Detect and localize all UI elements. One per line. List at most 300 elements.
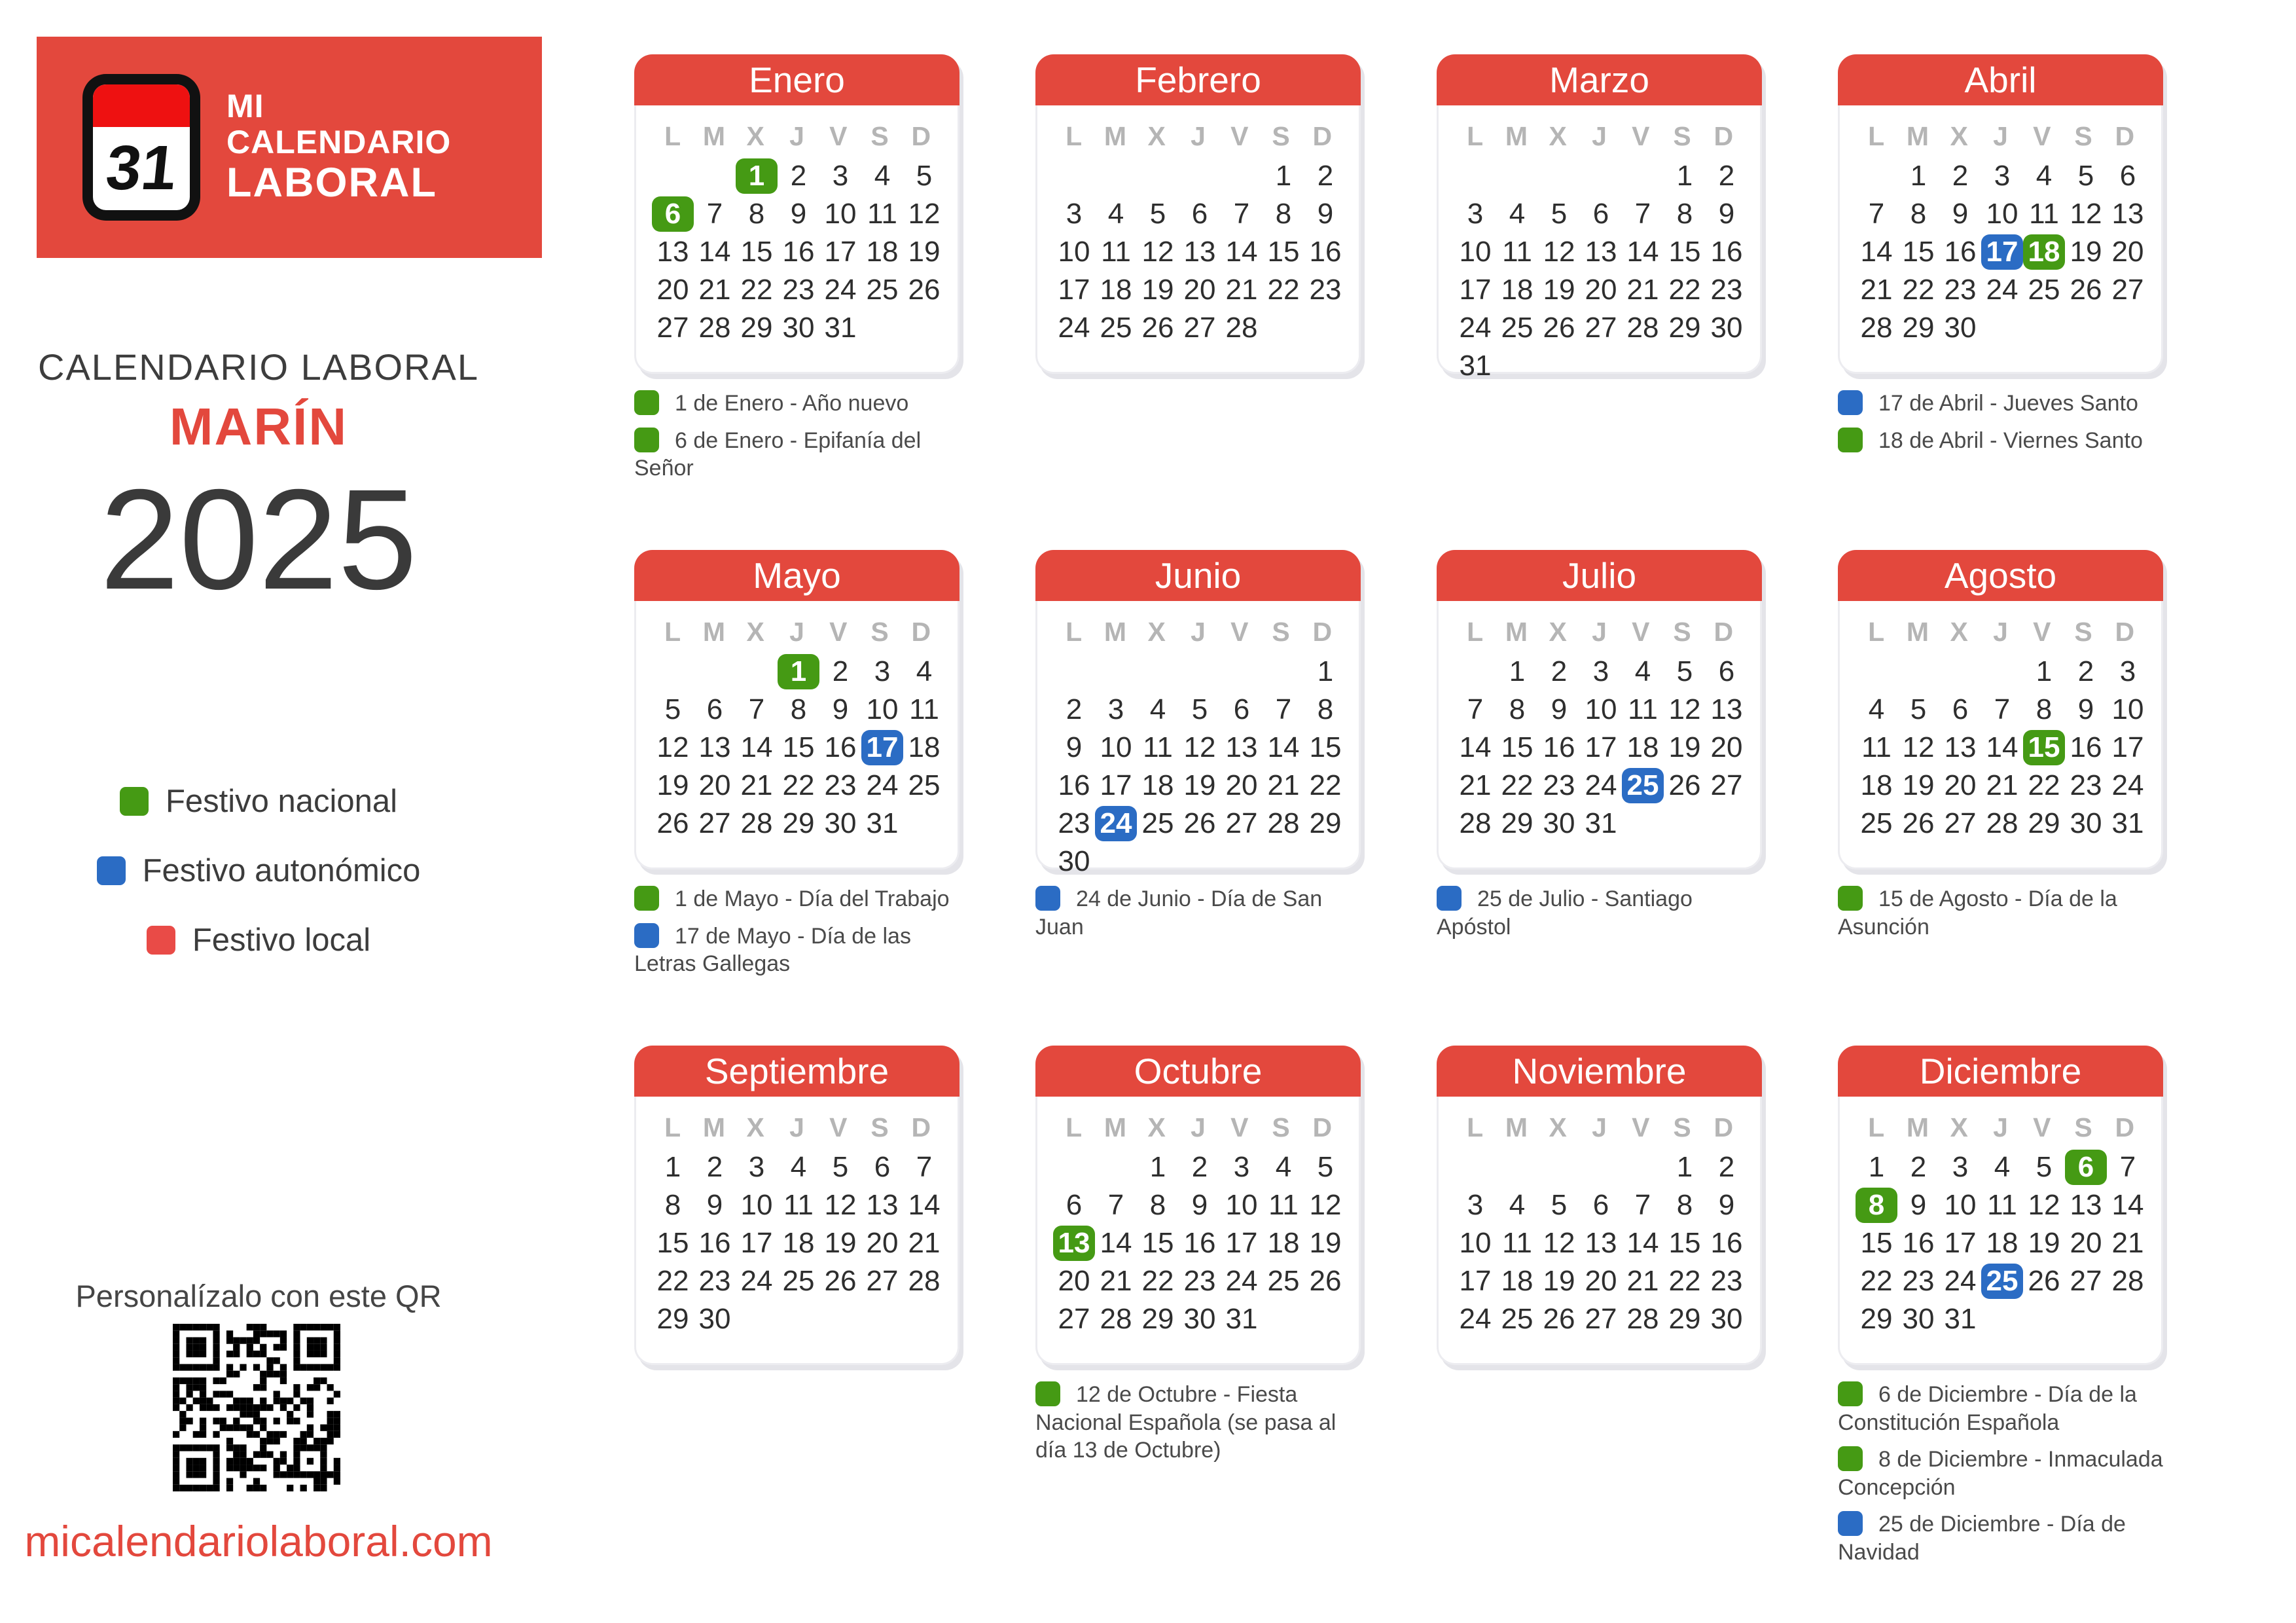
day-cell: 21 xyxy=(1225,274,1258,306)
day-cell: 13 xyxy=(2111,198,2144,230)
day-cell: 10 xyxy=(1459,236,1492,268)
city-name: MARÍN xyxy=(169,397,348,456)
day-cell: 17 xyxy=(1585,731,1617,763)
holiday-notes xyxy=(634,390,960,483)
weekday-label: L xyxy=(1868,617,1885,647)
holiday-color-swatch xyxy=(1838,886,1863,911)
month-cell-mayo xyxy=(634,550,960,1046)
calendar-grid xyxy=(634,54,2163,1565)
month-card xyxy=(1035,54,1361,374)
month-title: Marzo xyxy=(1437,54,1762,105)
day-cell: 17 xyxy=(861,730,903,765)
weekday-label: X xyxy=(746,617,764,647)
weekday-label: S xyxy=(1272,617,1290,647)
weekday-header-row xyxy=(1053,1112,1343,1143)
day-cell: 23 xyxy=(1710,274,1743,306)
day-cell: 1 xyxy=(1676,1151,1693,1183)
day-cell: 16 xyxy=(824,731,857,763)
day-cell: 19 xyxy=(1668,731,1701,763)
day-cell: 15 xyxy=(1668,1227,1701,1259)
weekday-label: M xyxy=(1103,1112,1126,1142)
day-cell: 23 xyxy=(1543,769,1575,801)
day-cell: 16 xyxy=(1543,731,1575,763)
weekday-label: L xyxy=(1868,1112,1885,1142)
day-cell: 30 xyxy=(698,1303,731,1335)
day-cell: 9 xyxy=(1551,693,1568,725)
weekday-label: V xyxy=(1632,121,1650,151)
day-cell: 18 xyxy=(1860,769,1893,801)
day-cell: 6 xyxy=(1066,1189,1083,1221)
day-cell: 1 xyxy=(1910,160,1927,192)
day-cell: 16 xyxy=(1058,769,1090,801)
day-cell: 29 xyxy=(2028,807,2060,839)
day-cell: 3 xyxy=(1066,198,1083,230)
day-cell: 21 xyxy=(1100,1265,1132,1297)
day-cell: 7 xyxy=(1275,693,1292,725)
day-cell: 12 xyxy=(1183,731,1216,763)
holiday-note: 18 de Abril - Viernes Santo xyxy=(1838,427,2163,455)
weekday-label: V xyxy=(829,617,848,647)
weekday-label: S xyxy=(870,617,889,647)
month-cell-junio xyxy=(1035,550,1361,1046)
day-cell: 7 xyxy=(1868,198,1885,230)
weekday-header-row xyxy=(1454,121,1744,152)
day-cell: 5 xyxy=(1910,693,1927,725)
month-title: Agosto xyxy=(1838,550,2163,601)
day-cell: 30 xyxy=(1710,312,1743,344)
day-cell: 11 xyxy=(1628,693,1658,725)
month-title: Junio xyxy=(1035,550,1361,601)
day-cell: 16 xyxy=(1710,1227,1743,1259)
day-cell: 2 xyxy=(1191,1151,1208,1183)
day-cell: 9 xyxy=(790,198,807,230)
national-holiday-swatch xyxy=(120,787,149,816)
day-cell: 22 xyxy=(1141,1265,1174,1297)
day-cell: 1 xyxy=(778,654,819,689)
legend-item-autonomico xyxy=(97,852,421,889)
day-cell: 13 xyxy=(1585,236,1617,268)
day-cell: 18 xyxy=(1267,1227,1300,1259)
day-cell: 5 xyxy=(1551,198,1568,230)
day-cell: 11 xyxy=(1268,1189,1299,1221)
day-cell: 23 xyxy=(1944,274,1977,306)
day-cell: 30 xyxy=(1944,312,1977,344)
weekday-label: L xyxy=(1467,617,1484,647)
holiday-notes xyxy=(1838,1381,2163,1566)
day-cell: 23 xyxy=(824,769,857,801)
day-cell: 6 xyxy=(706,693,723,725)
day-cell: 29 xyxy=(1860,1303,1893,1335)
weekday-label: D xyxy=(911,1112,931,1142)
day-cell: 30 xyxy=(1902,1303,1935,1335)
weekday-header-row xyxy=(652,1112,942,1143)
holiday-note: 6 de Diciembre - Día de la Constitución Española xyxy=(1838,1382,2137,1435)
day-cell: 6 xyxy=(1952,693,1969,725)
day-cell: 4 xyxy=(874,160,891,192)
weekday-label: V xyxy=(2033,617,2051,647)
day-cell: 9 xyxy=(1718,198,1735,230)
day-cell: 25 xyxy=(1501,312,1534,344)
holiday-notes xyxy=(1035,1381,1361,1465)
weekday-label: J xyxy=(1592,617,1607,647)
month-card xyxy=(634,1046,960,1365)
page-title: CALENDARIO LABORAL xyxy=(38,346,479,388)
holiday-color-swatch xyxy=(634,923,659,948)
day-cell: 9 xyxy=(2077,693,2094,725)
day-cell: 20 xyxy=(1585,1265,1617,1297)
day-cell: 23 xyxy=(2070,769,2102,801)
weekday-label: M xyxy=(1505,121,1528,151)
day-cell: 16 xyxy=(782,236,815,268)
day-cell: 28 xyxy=(1860,312,1893,344)
day-cell: 27 xyxy=(1225,807,1258,839)
day-cell: 7 xyxy=(706,198,723,230)
day-cell: 8 xyxy=(1676,1189,1693,1221)
day-cell: 21 xyxy=(1860,274,1893,306)
weekday-header-row xyxy=(1856,1112,2145,1143)
brand-logo-text: MI CALENDARIO LABORAL xyxy=(226,88,452,206)
day-cell: 28 xyxy=(1267,807,1300,839)
day-cell: 1 xyxy=(664,1151,681,1183)
day-cell: 13 xyxy=(1053,1226,1095,1261)
day-cell: 16 xyxy=(1183,1227,1216,1259)
day-cell: 1 xyxy=(1676,160,1693,192)
month-cell-diciembre xyxy=(1838,1046,2163,1565)
day-cell: 21 xyxy=(1267,769,1300,801)
day-cell: 19 xyxy=(1309,1227,1342,1259)
day-cell: 12 xyxy=(1309,1189,1342,1221)
day-cell: 15 xyxy=(1668,236,1701,268)
weekday-label: L xyxy=(1066,1112,1083,1142)
day-cell: 22 xyxy=(1501,769,1534,801)
day-cell: 14 xyxy=(908,1189,941,1221)
day-cell: 27 xyxy=(656,312,689,344)
holiday-color-swatch xyxy=(1035,886,1060,911)
day-cell: 16 xyxy=(2070,731,2102,763)
day-cell: 11 xyxy=(909,693,939,725)
weekday-label: J xyxy=(789,617,804,647)
day-cell: 8 xyxy=(1910,198,1927,230)
weekday-label: D xyxy=(1713,617,1734,647)
weekday-label: L xyxy=(664,1112,681,1142)
holiday-color-swatch xyxy=(634,428,659,452)
qr-caption: Personalízalo con este QR xyxy=(75,1279,442,1313)
month-title: Diciembre xyxy=(1838,1046,2163,1097)
day-cell: 7 xyxy=(1233,198,1250,230)
weekday-label: S xyxy=(2074,121,2092,151)
day-cell: 8 xyxy=(1317,693,1334,725)
day-cell: 19 xyxy=(908,236,941,268)
days-grid xyxy=(1856,653,2145,843)
day-cell: 28 xyxy=(1626,312,1659,344)
day-cell: 19 xyxy=(824,1227,857,1259)
year-label: 2025 xyxy=(99,460,418,619)
holiday-color-swatch xyxy=(1035,1381,1060,1406)
day-cell: 27 xyxy=(1585,1303,1617,1335)
day-cell: 6 xyxy=(1592,198,1609,230)
weekday-label: S xyxy=(1673,617,1691,647)
day-cell: 4 xyxy=(2036,160,2053,192)
days-grid xyxy=(1856,1148,2145,1338)
weekday-label: L xyxy=(1066,617,1083,647)
days-grid xyxy=(652,157,942,347)
day-cell: 20 xyxy=(1058,1265,1090,1297)
day-cell: 31 xyxy=(1459,350,1492,382)
day-cell: 9 xyxy=(1718,1189,1735,1221)
weekday-label: L xyxy=(664,121,681,151)
day-cell: 31 xyxy=(1585,807,1617,839)
qr-code xyxy=(173,1324,340,1491)
day-cell: 4 xyxy=(790,1151,807,1183)
weekday-label: J xyxy=(1993,1112,2008,1142)
day-cell: 10 xyxy=(1058,236,1090,268)
weekday-label: V xyxy=(829,121,848,151)
day-cell: 20 xyxy=(1225,769,1258,801)
day-cell: 28 xyxy=(908,1265,941,1297)
day-cell: 26 xyxy=(656,807,689,839)
day-cell: 18 xyxy=(2023,234,2065,270)
day-cell: 26 xyxy=(2070,274,2102,306)
month-cell-enero xyxy=(634,54,960,550)
day-cell: 25 xyxy=(1141,807,1174,839)
day-cell: 8 xyxy=(1149,1189,1166,1221)
holiday-color-swatch xyxy=(1838,390,1863,415)
day-cell: 29 xyxy=(1141,1303,1174,1335)
weekday-label: M xyxy=(1103,617,1126,647)
day-cell: 21 xyxy=(1459,769,1492,801)
weekday-label: J xyxy=(1191,121,1206,151)
days-grid xyxy=(1053,1148,1343,1338)
month-card xyxy=(1035,550,1361,877)
day-cell: 9 xyxy=(832,693,849,725)
legend xyxy=(0,783,517,958)
day-cell: 18 xyxy=(782,1227,815,1259)
day-cell: 17 xyxy=(1225,1227,1258,1259)
holiday-note: 15 de Agosto - Día de la Asunción xyxy=(1838,886,2117,939)
weekday-header-row xyxy=(1856,617,2145,647)
day-cell: 29 xyxy=(1668,312,1701,344)
day-cell: 6 xyxy=(652,196,694,232)
day-cell: 20 xyxy=(1585,274,1617,306)
days-grid xyxy=(1053,157,1343,347)
day-cell: 3 xyxy=(1994,160,2011,192)
day-cell: 28 xyxy=(698,312,731,344)
day-cell: 11 xyxy=(867,198,897,230)
day-cell: 14 xyxy=(1267,731,1300,763)
weekday-label: V xyxy=(1230,617,1249,647)
day-cell: 6 xyxy=(2065,1150,2107,1185)
day-cell: 26 xyxy=(908,274,941,306)
month-card xyxy=(1838,1046,2163,1365)
month-cell-abril xyxy=(1838,54,2163,550)
day-cell: 5 xyxy=(1191,693,1208,725)
holiday-color-swatch xyxy=(1838,1446,1863,1471)
day-cell: 16 xyxy=(1944,236,1977,268)
day-cell: 26 xyxy=(1141,312,1174,344)
weekday-label: X xyxy=(746,121,764,151)
local-holiday-swatch xyxy=(147,926,175,955)
brand-logo xyxy=(37,37,542,258)
weekday-label: D xyxy=(1312,121,1333,151)
day-cell: 28 xyxy=(740,807,773,839)
month-card xyxy=(634,54,960,374)
weekday-label: D xyxy=(1713,121,1734,151)
day-cell: 24 xyxy=(1225,1265,1258,1297)
day-cell: 11 xyxy=(1502,1227,1532,1259)
day-cell: 17 xyxy=(1459,1265,1492,1297)
day-cell: 15 xyxy=(656,1227,689,1259)
day-cell: 4 xyxy=(1634,655,1651,687)
day-cell: 22 xyxy=(1668,274,1701,306)
day-cell: 13 xyxy=(866,1189,899,1221)
weekday-label: D xyxy=(2115,121,2135,151)
day-cell: 30 xyxy=(1543,807,1575,839)
day-cell: 12 xyxy=(2028,1189,2060,1221)
weekday-label: M xyxy=(1906,1112,1929,1142)
legend-label: Festivo nacional xyxy=(165,784,398,819)
day-cell: 1 xyxy=(1868,1151,1885,1183)
weekday-label: J xyxy=(1993,121,2008,151)
day-cell: 24 xyxy=(1459,312,1492,344)
day-cell: 28 xyxy=(1626,1303,1659,1335)
day-cell: 25 xyxy=(1622,768,1664,803)
day-cell: 4 xyxy=(1149,693,1166,725)
day-cell: 26 xyxy=(1543,312,1575,344)
day-cell: 24 xyxy=(866,769,899,801)
day-cell: 13 xyxy=(1585,1227,1617,1259)
day-cell: 6 xyxy=(1718,655,1735,687)
day-cell: 15 xyxy=(1902,236,1935,268)
day-cell: 18 xyxy=(1986,1227,2018,1259)
month-title: Abril xyxy=(1838,54,2163,105)
holiday-note: 17 de Mayo - Día de las Letras Gallegas xyxy=(634,923,911,976)
day-cell: 24 xyxy=(2111,769,2144,801)
day-cell: 12 xyxy=(824,1189,857,1221)
day-cell: 9 xyxy=(1910,1189,1927,1221)
day-cell: 25 xyxy=(1100,312,1132,344)
day-cell: 13 xyxy=(698,731,731,763)
day-cell: 8 xyxy=(1509,693,1526,725)
day-cell: 13 xyxy=(1225,731,1258,763)
day-cell: 2 xyxy=(706,1151,723,1183)
day-cell: 14 xyxy=(698,236,731,268)
days-grid xyxy=(1856,157,2145,347)
day-cell: 6 xyxy=(1233,693,1250,725)
weekday-label: M xyxy=(702,121,725,151)
day-cell: 4 xyxy=(916,655,933,687)
day-cell: 18 xyxy=(1141,769,1174,801)
holiday-note: 1 de Enero - Año nuevo xyxy=(634,390,960,418)
day-cell: 6 xyxy=(874,1151,891,1183)
day-cell: 20 xyxy=(1710,731,1743,763)
day-cell: 11 xyxy=(1101,236,1131,268)
day-cell: 24 xyxy=(1459,1303,1492,1335)
day-cell: 10 xyxy=(1100,731,1132,763)
day-cell: 30 xyxy=(824,807,857,839)
day-cell: 10 xyxy=(824,198,857,230)
day-cell: 21 xyxy=(740,769,773,801)
day-cell: 10 xyxy=(1459,1227,1492,1259)
days-grid xyxy=(652,653,942,843)
day-cell: 19 xyxy=(1902,769,1935,801)
holiday-note: 25 de Julio - Santiago Apóstol xyxy=(1437,886,1693,939)
day-cell: 1 xyxy=(1275,160,1292,192)
day-cell: 27 xyxy=(1585,312,1617,344)
holiday-note: 24 de Junio - Día de San Juan xyxy=(1035,886,1323,939)
day-cell: 16 xyxy=(1902,1227,1935,1259)
days-grid xyxy=(1454,157,1744,385)
month-card xyxy=(634,550,960,869)
day-cell: 29 xyxy=(1902,312,1935,344)
day-cell: 20 xyxy=(1944,769,1977,801)
day-cell: 4 xyxy=(1509,198,1526,230)
day-cell: 2 xyxy=(1718,1151,1735,1183)
day-cell: 24 xyxy=(740,1265,773,1297)
holiday-notes xyxy=(1035,885,1361,941)
weekday-label: L xyxy=(1467,1112,1484,1142)
day-cell: 14 xyxy=(740,731,773,763)
day-cell: 25 xyxy=(1501,1303,1534,1335)
day-cell: 22 xyxy=(1668,1265,1701,1297)
day-cell: 9 xyxy=(1952,198,1969,230)
day-cell: 7 xyxy=(1467,693,1484,725)
weekday-header-row xyxy=(1053,617,1343,647)
day-cell: 15 xyxy=(2023,730,2065,765)
month-cell-febrero xyxy=(1035,54,1361,550)
weekday-label: D xyxy=(2115,1112,2135,1142)
weekday-label: S xyxy=(870,121,889,151)
weekday-label: V xyxy=(2033,121,2051,151)
weekday-label: V xyxy=(1632,617,1650,647)
day-cell: 7 xyxy=(748,693,765,725)
month-title: Mayo xyxy=(634,550,960,601)
day-cell: 15 xyxy=(740,236,773,268)
day-cell: 6 xyxy=(1592,1189,1609,1221)
weekday-label: V xyxy=(2033,1112,2051,1142)
day-cell: 31 xyxy=(1944,1303,1977,1335)
day-cell: 5 xyxy=(2036,1151,2053,1183)
day-cell: 22 xyxy=(1902,274,1935,306)
weekday-label: M xyxy=(1906,617,1929,647)
calendar-31-icon xyxy=(82,74,200,221)
day-cell: 21 xyxy=(908,1227,941,1259)
holiday-note: 25 de Diciembre - Día de Navidad xyxy=(1838,1512,2126,1565)
month-title: Septiembre xyxy=(634,1046,960,1097)
day-cell: 31 xyxy=(824,312,857,344)
day-cell: 25 xyxy=(1267,1265,1300,1297)
day-cell: 17 xyxy=(1459,274,1492,306)
weekday-label: X xyxy=(746,1112,764,1142)
day-cell: 17 xyxy=(1100,769,1132,801)
day-cell: 29 xyxy=(1668,1303,1701,1335)
day-cell: 25 xyxy=(2028,274,2060,306)
day-cell: 24 xyxy=(1944,1265,1977,1297)
day-cell: 21 xyxy=(1986,769,2018,801)
weekday-label: L xyxy=(1066,121,1083,151)
day-cell: 17 xyxy=(1944,1227,1977,1259)
day-cell: 16 xyxy=(1710,236,1743,268)
day-cell: 2 xyxy=(790,160,807,192)
day-cell: 20 xyxy=(1183,274,1216,306)
day-cell: 20 xyxy=(866,1227,899,1259)
day-cell: 13 xyxy=(2070,1189,2102,1221)
day-cell: 6 xyxy=(2119,160,2136,192)
holiday-color-swatch xyxy=(1838,1381,1863,1406)
day-cell: 14 xyxy=(1986,731,2018,763)
day-cell: 11 xyxy=(1987,1189,2017,1221)
day-cell: 25 xyxy=(782,1265,815,1297)
day-cell: 11 xyxy=(2029,198,2059,230)
